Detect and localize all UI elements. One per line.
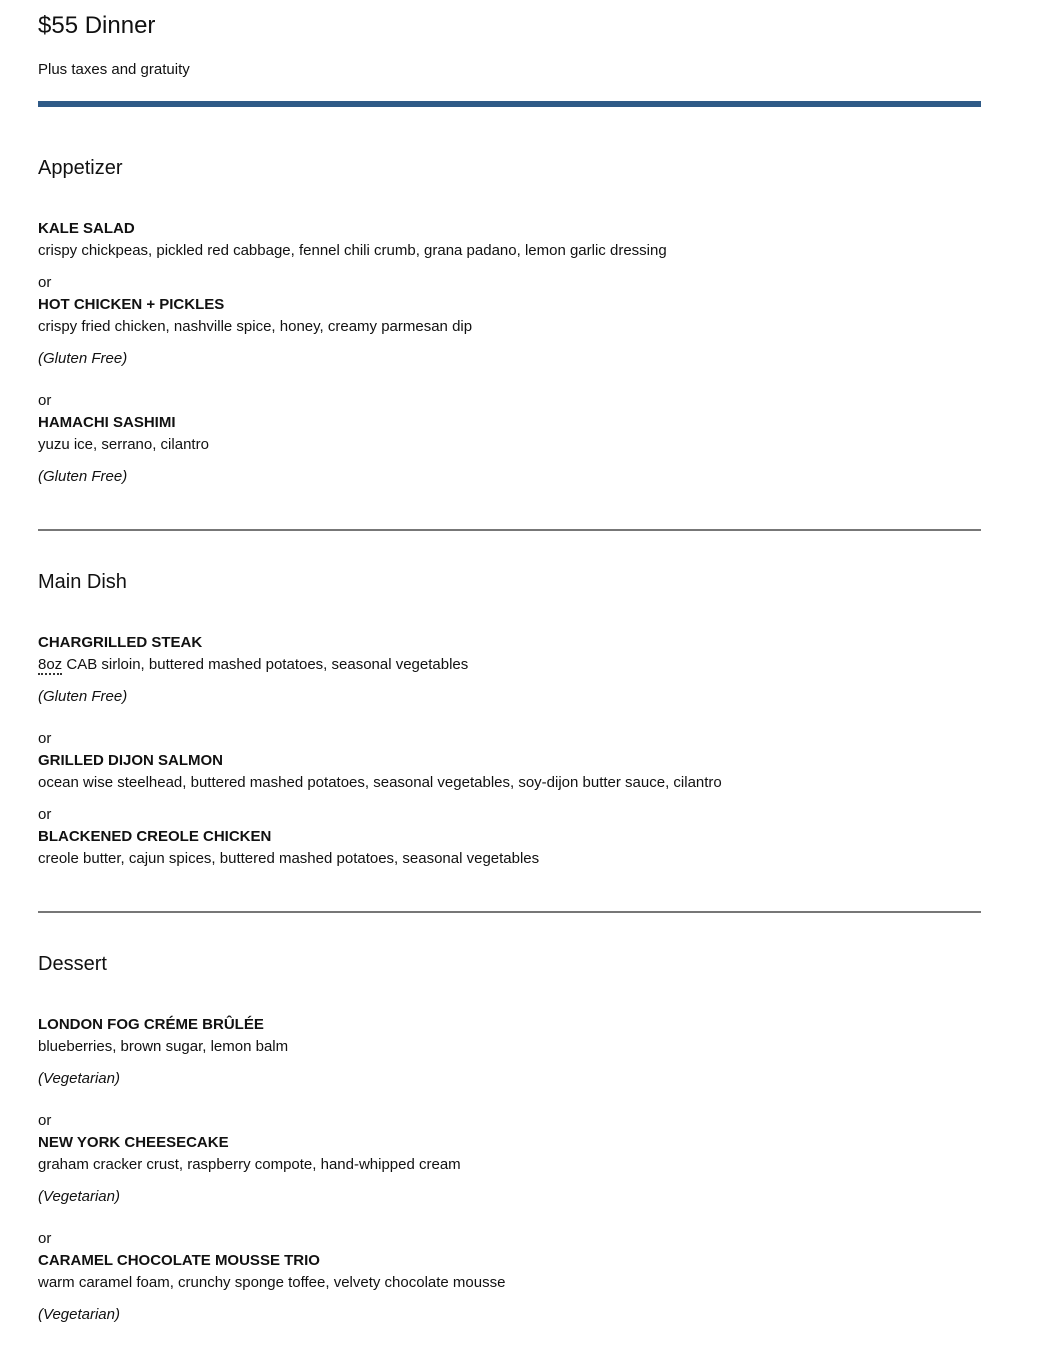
or-separator: or (38, 274, 52, 291)
dietary-note: (Gluten Free) (38, 350, 128, 367)
or-separator: or (38, 392, 52, 409)
dietary-note: (Vegetarian) (38, 1070, 120, 1087)
item-description: blueberries, brown sugar, lemon balm (38, 1038, 289, 1055)
header-divider (38, 101, 981, 107)
section-title-main-dish: Main Dish (38, 571, 127, 593)
dietary-note: (Vegetarian) (38, 1306, 120, 1323)
item-description: crispy chickpeas, pickled red cabbage, fennel chili crumb, grana padano, lemon garlic dressing (38, 242, 667, 259)
or-separator: or (38, 806, 52, 823)
page-title: $55 Dinner (38, 12, 156, 39)
item-description-text: CAB sirloin, buttered mashed potatoes, seasonal vegetables (66, 656, 469, 673)
item-description: warm caramel foam, crunchy sponge toffee, velvety chocolate mousse (38, 1274, 506, 1291)
or-separator: or (38, 1230, 52, 1247)
dietary-note: (Gluten Free) (38, 468, 128, 485)
dietary-note: (Vegetarian) (38, 1188, 120, 1205)
item-name: HAMACHI SASHIMI (38, 414, 176, 431)
item-name: NEW YORK CHEESECAKE (38, 1134, 229, 1151)
item-name: CARAMEL CHOCOLATE MOUSSE TRIO (38, 1252, 320, 1269)
item-description: yuzu ice, serrano, cilantro (38, 436, 209, 453)
section-title-appetizer: Appetizer (38, 157, 123, 179)
abbreviation: 8oz (38, 656, 63, 673)
section-divider (38, 529, 981, 531)
section-divider (38, 911, 981, 913)
item-description: ocean wise steelhead, buttered mashed potatoes, seasonal vegetables, soy-dijon butter sauce, cilantro (38, 774, 722, 791)
item-name: BLACKENED CREOLE CHICKEN (38, 828, 272, 845)
or-separator: or (38, 730, 52, 747)
item-name: KALE SALAD (38, 220, 135, 237)
item-description: crispy fried chicken, nashville spice, honey, creamy parmesan dip (38, 318, 473, 335)
section-title-dessert: Dessert (38, 953, 107, 975)
item-description: graham cracker crust, raspberry compote, hand-whipped cream (38, 1156, 461, 1173)
item-name: GRILLED DIJON SALMON (38, 752, 224, 769)
item-description (38, 655, 468, 675)
page-subtitle: Plus taxes and gratuity (38, 61, 190, 78)
item-name: LONDON FOG CRÉME BRÛLÉE (38, 1016, 264, 1033)
dietary-note: (Gluten Free) (38, 688, 128, 705)
or-separator: or (38, 1112, 52, 1129)
item-description: creole butter, cajun spices, buttered mashed potatoes, seasonal vegetables (38, 850, 540, 867)
item-name: HOT CHICKEN + PICKLES (38, 296, 225, 313)
item-name: CHARGRILLED STEAK (38, 634, 203, 651)
